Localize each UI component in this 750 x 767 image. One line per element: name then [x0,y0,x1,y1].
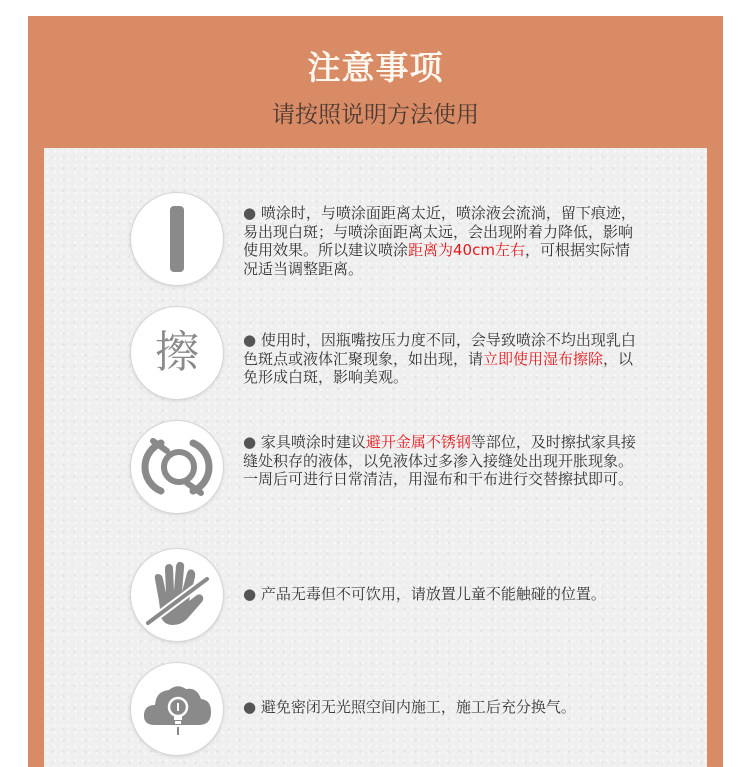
cloud-bulb-icon [130,662,224,756]
page-subtitle: 请按照说明方法使用 [272,102,479,128]
item-text: ● 避免密闭无光照空间内施工，施工后充分换气。 [243,698,576,716]
highlight-text: 距离为40cm左右 [408,241,525,259]
highlight-text: 立即使用湿布擦除 [483,349,604,368]
vertical-bar-icon [130,192,224,286]
notice-card [28,16,723,767]
item-text: ● 产品无毒但不可饮用，请放置儿童不能触碰的位置。 [243,585,606,603]
wipe-char-icon: 擦 [130,306,224,400]
page-title: 注意事项 [307,48,444,87]
metal-ring-icon [130,420,224,514]
content-panel [44,148,707,767]
item-text: ● 使用时，因瓶嘴按压力度不同，会导致喷涂不均出现乳白色斑点或液体汇聚现象，如出现，请立即使用湿布擦除，以免形成白斑，影响美观。 [243,331,636,386]
item-text: ● 喷涂时，与喷涂面距离太近，喷涂液会流淌，留下痕迹，易出现白斑；与喷涂面距离太远，会出现附着力降低，影响使用效果。所以建议喷涂距离为40cm左右，可根据实际情况适当调整距离。 [243,204,636,278]
item-text: ● 家具喷涂时建议避开金属不锈钢等部位，及时擦拭家具接缝处积存的液体，以免液体过多渗入接缝处出现开胀现象。一周后可进行日常清洁，用湿布和干布进行交替擦拭即可。 [243,433,636,488]
no-hand-icon [130,548,224,642]
highlight-text: 避开金属不锈钢 [365,433,471,451]
